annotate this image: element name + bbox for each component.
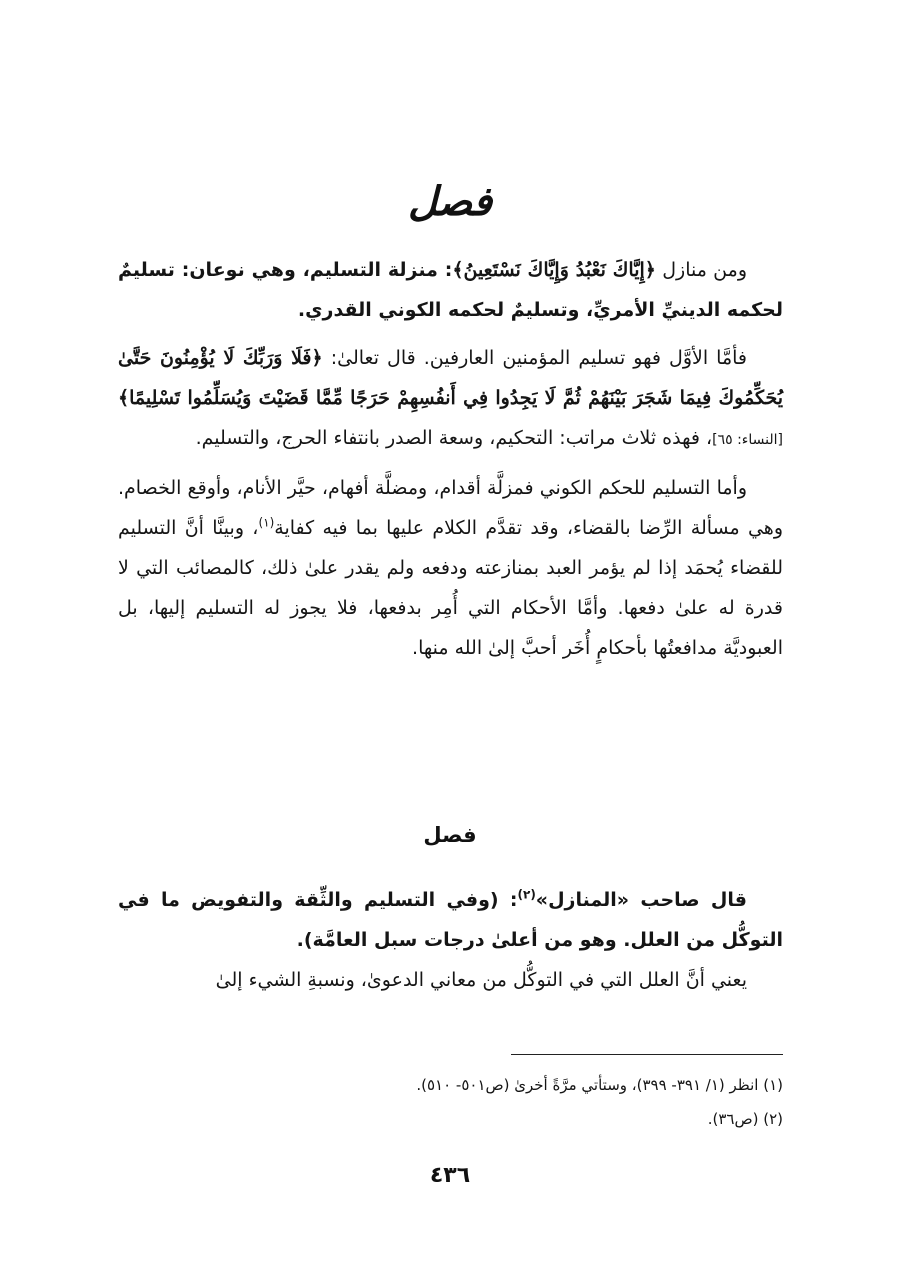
paragraph-2-text: ، فهذه ثلاث مراتب: التحكيم، وسعة الصدر بانتفاء الحرج، والتسليم. xyxy=(195,427,713,449)
paragraph-3-text-b: ، وبينَّا أنَّ التسليم للقضاء يُحمَد إذا لم يؤمر العبد بمنازعته ودفعه ولم يقدر علىٰ ذلك، كالمصائب التي لا قدرة له علىٰ دفعها. وأمَّا الأحكام التي أُمِر بدفعها، فلا يجوز له التسليم إليها، بل العبوديَّة مدافعتُها بأحكامٍ أُخَر أحبَّ إلىٰ الله منها. xyxy=(118,517,783,659)
verse-close-bracket: ﴾ xyxy=(452,259,464,281)
footnote-2: (٢) (ص٣٦). xyxy=(707,1110,783,1128)
section-1-body xyxy=(118,250,783,668)
paragraph-1-text: : منزلة التسليم، وهي نوعان: تسليمٌ لحكمه الدينيِّ الأمريِّ، وتسليمٌ لحكمه الكوني القدري. xyxy=(118,259,783,321)
quran-verse-fatiha: إِيَّاكَ نَعْبُدُ وَإِيَّاكَ نَسْتَعِينُ xyxy=(463,259,645,281)
verse-citation: [النساء: ٦٥] xyxy=(712,432,783,448)
paragraph-4-lead: قال صاحب «المنازل» xyxy=(535,889,747,911)
paragraph-4-quote: : (وفي التسليم والثِّقة والتفويض ما في التوكُّل من العلل. وهو من أعلىٰ درجات سبل العامَّة). xyxy=(118,889,783,951)
paragraph-3-text-a: وأما التسليم للحكم الكوني فمزلَّة أقدام، ومضلَّة أفهام، حيَّر الأنام، وأوقع الخصام. وهي مسألة الرِّضا بالقضاء، وقد تقدَّم الكلام عليها بما فيه كفاية xyxy=(118,477,783,539)
footnote-ref-1[interactable]: (١) xyxy=(258,515,275,530)
paragraph-2-lead: فأمَّا الأوَّل فهو تسليم المؤمنين العارفين. قال تعالىٰ: xyxy=(322,347,747,369)
footnote-divider xyxy=(511,1054,783,1055)
paragraph-2 xyxy=(118,338,783,460)
verse-open-bracket: ﴿ xyxy=(311,347,323,369)
section-2-heading: فصل xyxy=(423,823,477,847)
paragraph-4 xyxy=(118,880,783,960)
verse-open-bracket: ﴿ xyxy=(644,259,656,281)
chapter-title: فصل xyxy=(407,178,493,225)
footnotes xyxy=(118,1068,783,1136)
paragraph-1-lead: ومن منازل xyxy=(655,259,747,281)
paragraph-5: يعني أنَّ العلل التي في التوكُّل من معاني الدعوىٰ، ونسبةِ الشيء إلىٰ xyxy=(215,969,747,991)
paragraph-1 xyxy=(118,250,783,330)
paragraph-3 xyxy=(118,468,783,668)
page-number: ٤٣٦ xyxy=(429,1163,471,1188)
quran-verse-nisa: فَلَا وَرَبِّكَ لَا يُؤْمِنُونَ حَتَّىٰ يُحَكِّمُوكَ فِيمَا شَجَرَ بَيْنَهُمْ ثُمَّ لَا يَجِدُوا فِي أَنفُسِهِمْ حَرَجًا مِّمَّا قَضَيْتَ وَيُسَلِّمُوا تَسْلِيمًا xyxy=(118,347,783,409)
verse-close-bracket: ﴾ xyxy=(118,387,130,409)
section-2-body xyxy=(118,880,783,1000)
footnote-1: (١) انظر (١/ ٣٩١- ٣٩٩)، وستأتي مرَّةً أخرىٰ (ص٥٠١- ٥١٠). xyxy=(416,1076,783,1094)
footnote-ref-2[interactable]: (٢) xyxy=(517,887,536,902)
